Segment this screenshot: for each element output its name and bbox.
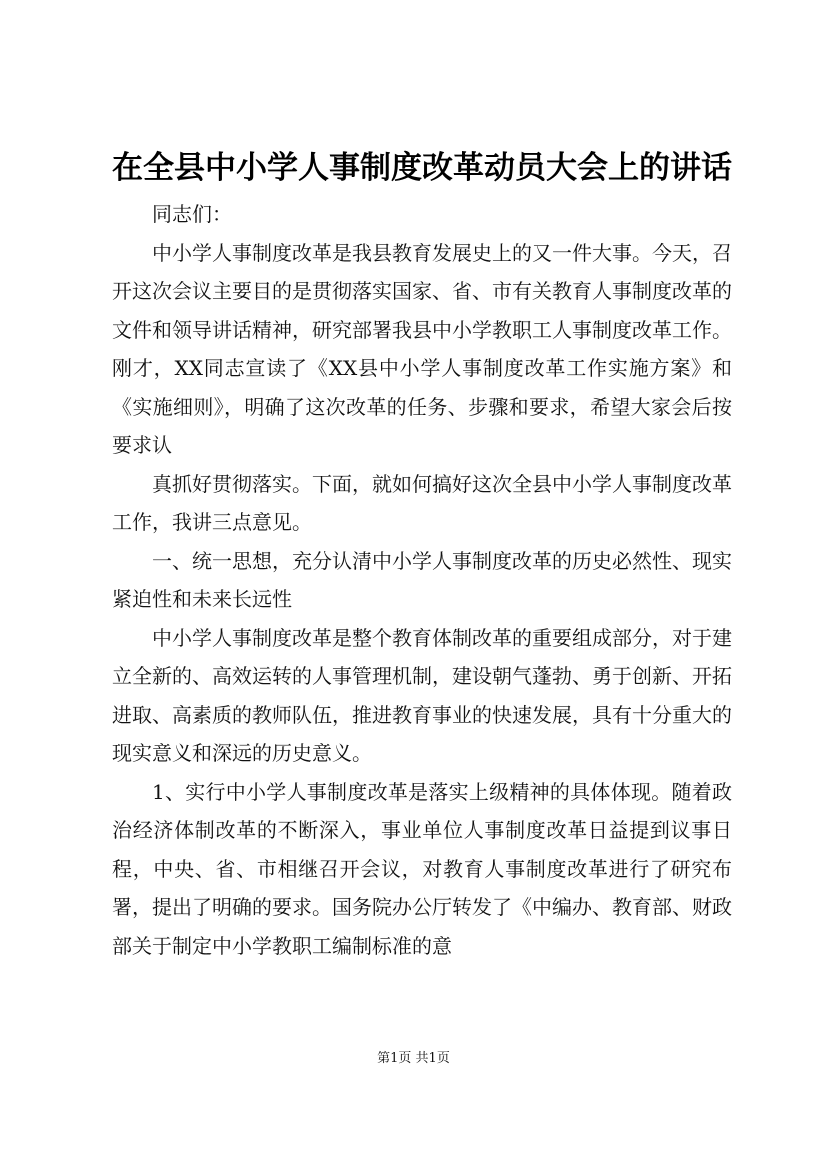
intro-continuation-paragraph: 真抓好贯彻落实。下面，就如何搞好这次全县中小学人事制度改革工作，我讲三点意见。 [112,471,732,534]
point-one-paragraph: 1、实行中小学人事制度改革是落实上级精神的具体体现。随着政治经济体制改革的不断深入，事业单位人事制度改革日益提到议事日程，中央、省、市相继召开会议，对教育人事制度改革进行了研究布署，提出了明确的要求。国务院办公厅转发了《中编办、教育部、财政部关于制定中小学教职工编制标准的意 [112,779,732,958]
section-one-paragraph: 中小学人事制度改革是整个教育体制改革的重要组成部分，对于建立全新的、高效运转的人事管理机制，建设朝气蓬勃、勇于创新、开拓进取、高素质的教师队伍，推进教育事业的快速发展，具有十分重大的现实意义和深远的历史意义。 [112,625,732,765]
salutation-paragraph: 同志们： [152,202,232,226]
page-footer: 第1页 共1页 [377,1051,450,1066]
intro-paragraph: 中小学人事制度改革是我县教育发展史上的又一件大事。今天，召开这次会议主要目的是贯彻落实国家、省、市有关教育人事制度改革的文件和领导讲话精神，研究部署我县中小学教职工人事制度改革工作。刚才，XX同志宣读了《XX县中小学人事制度改革工作实施方案》和《实施细则》，明确了这次改革的任务、步骤和要求，希望大家会后按要求认 [112,240,732,457]
document-title: 在全县中小学人事制度改革动员大会上的讲话 [112,150,732,186]
section-heading-one: 一、统一思想，充分认清中小学人事制度改革的历史必然性、现实紧迫性和未来长远性 [112,548,732,611]
document-body [112,195,732,965]
